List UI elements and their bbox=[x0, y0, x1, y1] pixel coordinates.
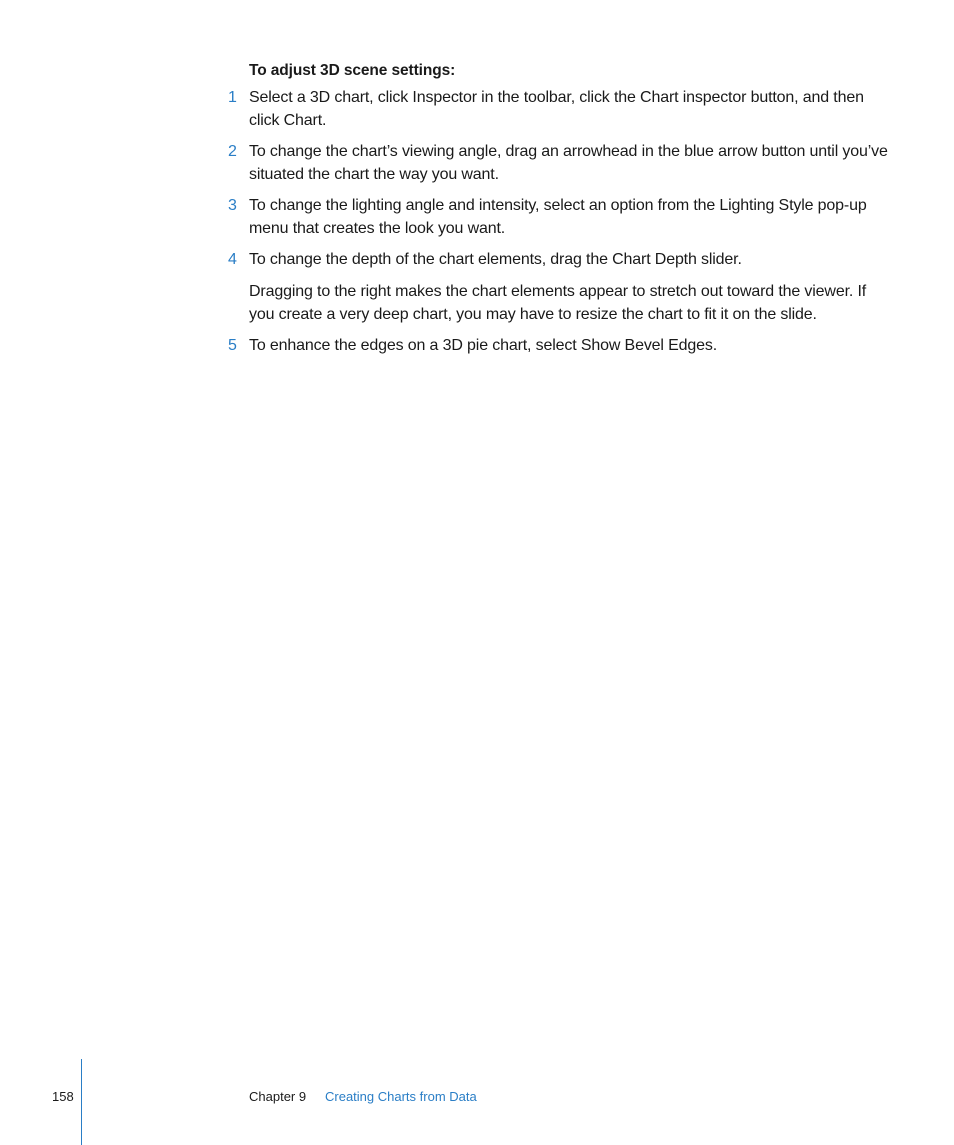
step-text: Select a 3D chart, click Inspector in the toolbar, click the Chart inspector button, and then click Chart. bbox=[249, 89, 864, 129]
footer-divider bbox=[81, 1059, 82, 1145]
page-number: 158 bbox=[52, 1089, 74, 1104]
chapter-title-link[interactable]: Creating Charts from Data bbox=[325, 1089, 477, 1104]
page-content bbox=[228, 60, 888, 365]
step-5 bbox=[228, 334, 888, 357]
step-number: 5 bbox=[228, 337, 237, 354]
step-3 bbox=[228, 194, 888, 240]
step-4 bbox=[228, 248, 888, 326]
step-2 bbox=[228, 140, 888, 186]
step-number: 4 bbox=[228, 251, 237, 268]
step-1 bbox=[228, 86, 888, 132]
step-note: Dragging to the right makes the chart elements appear to stretch out toward the viewer. If you create a very deep chart, you may have to resize the chart to fit it on the slide. bbox=[249, 283, 867, 323]
step-text: To change the depth of the chart elements, drag the Chart Depth slider. bbox=[249, 251, 742, 268]
step-text: To enhance the edges on a 3D pie chart, select Show Bevel Edges. bbox=[249, 337, 718, 354]
step-number: 2 bbox=[228, 143, 237, 160]
step-number: 1 bbox=[228, 89, 237, 106]
steps-list bbox=[228, 86, 888, 357]
procedure-heading: To adjust 3D scene settings: bbox=[249, 62, 456, 79]
step-text: To change the chart’s viewing angle, drag an arrowhead in the blue arrow button until you’ve situated the chart the way you want. bbox=[249, 143, 888, 183]
step-number: 3 bbox=[228, 197, 237, 214]
chapter-label: Chapter 9 bbox=[249, 1089, 307, 1104]
step-text: To change the lighting angle and intensity, select an option from the Lighting Style pop-up menu that creates the look you want. bbox=[249, 197, 867, 237]
